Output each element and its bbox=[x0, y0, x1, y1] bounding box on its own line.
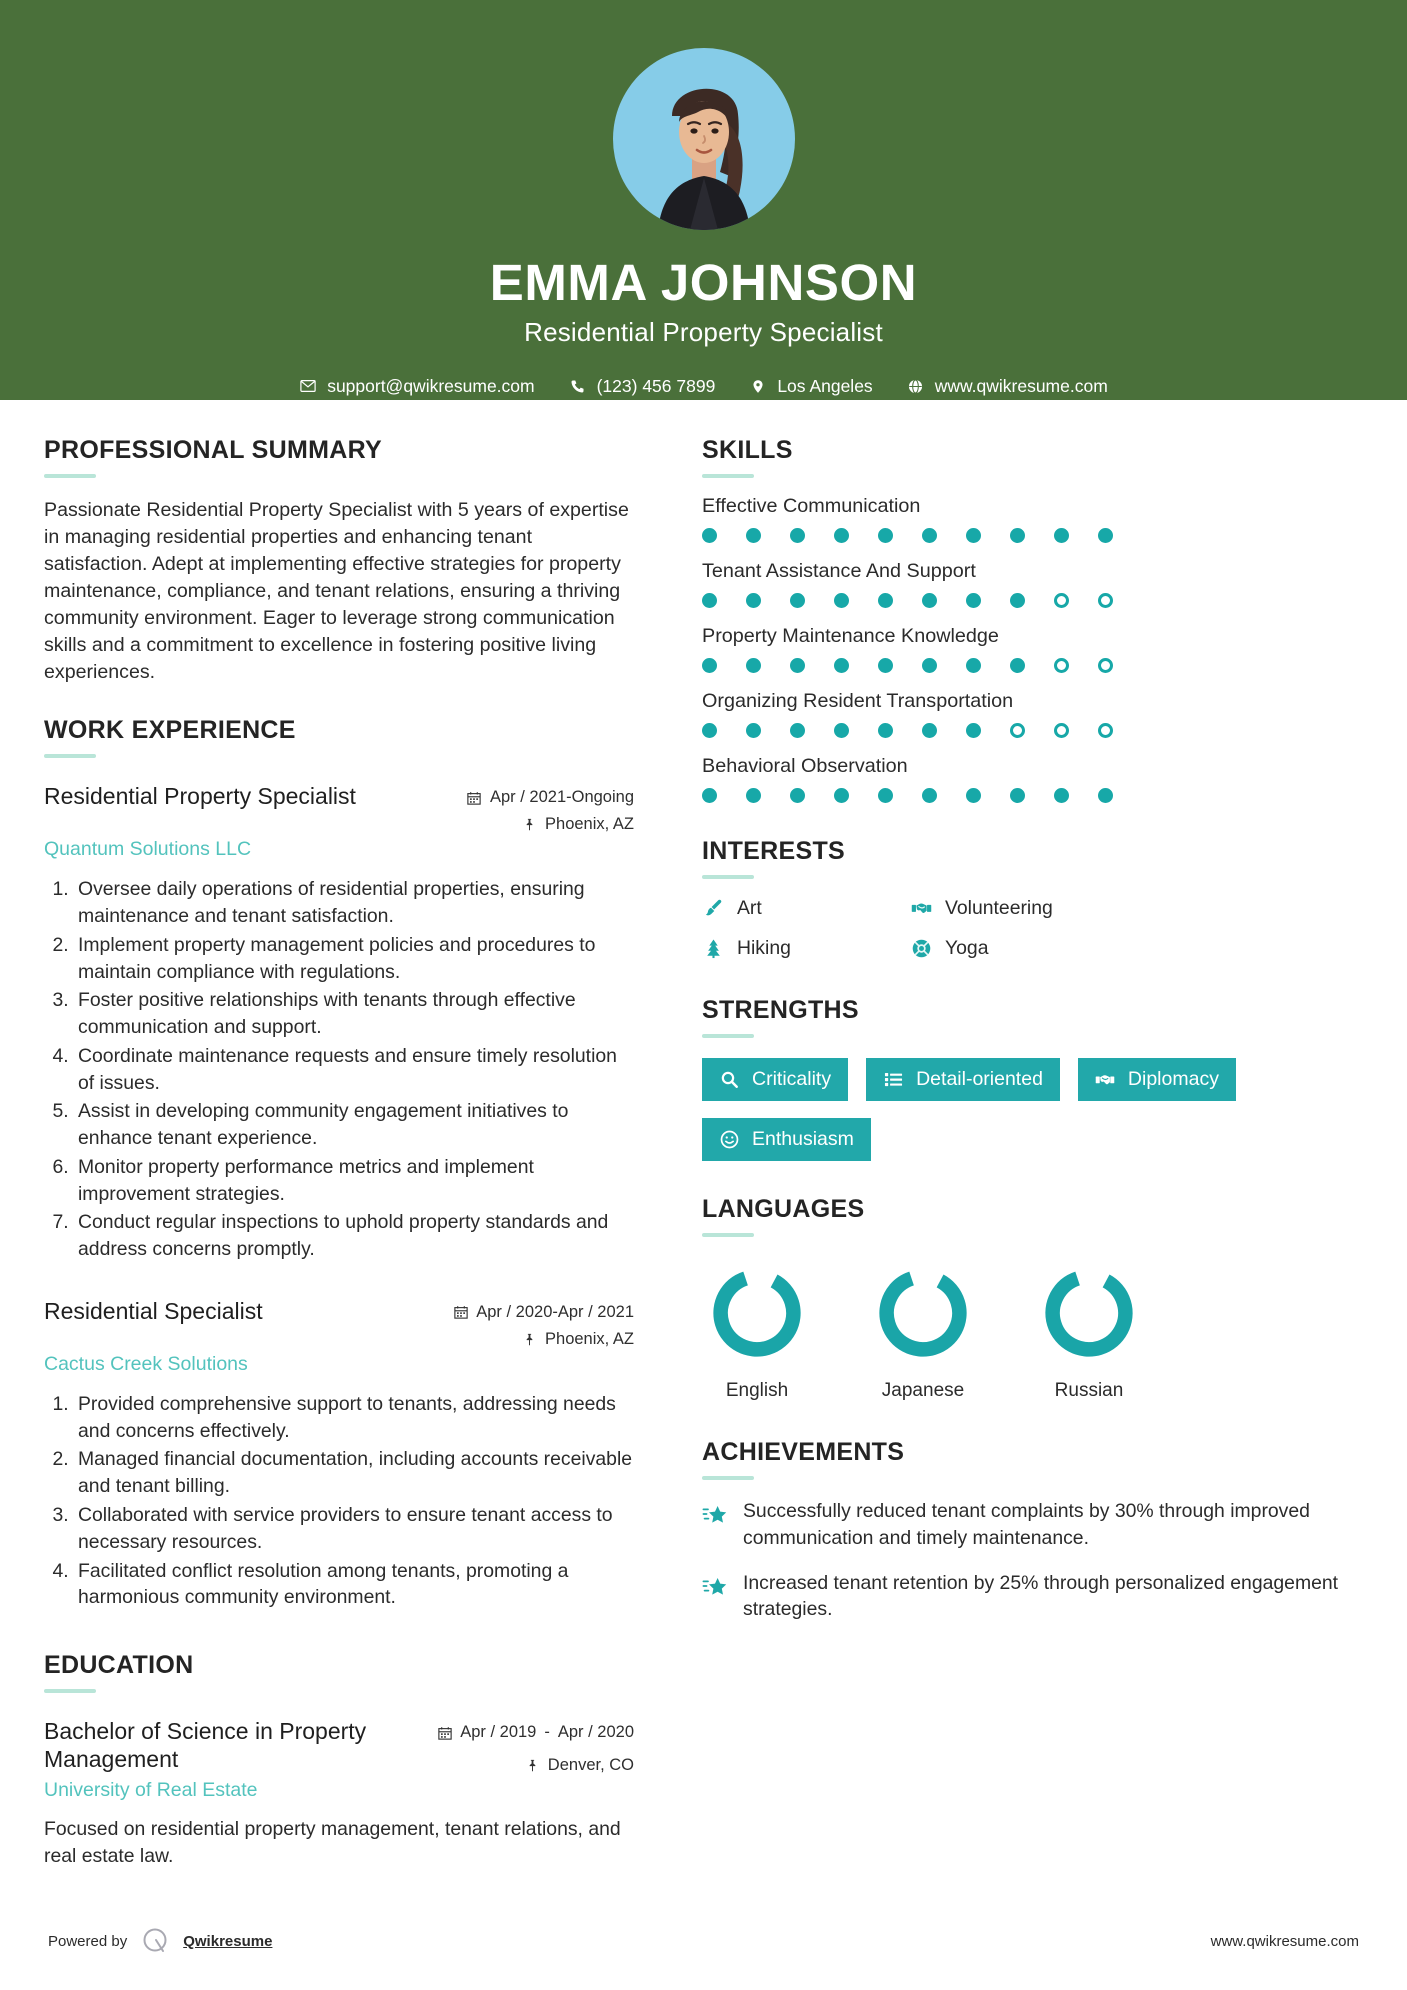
work-entry-head bbox=[44, 782, 634, 834]
skill-dot-filled bbox=[834, 528, 849, 543]
education-start: Apr / 2019 bbox=[460, 1723, 537, 1742]
globe-icon bbox=[907, 378, 924, 395]
skill-dot-slot bbox=[1054, 788, 1098, 803]
resume-header bbox=[0, 0, 1407, 400]
skill-dot-filled bbox=[790, 593, 805, 608]
job-bullet: 6. Monitor property performance metrics and implement improvement strategies. bbox=[74, 1154, 634, 1208]
skill-dot-slot bbox=[1098, 723, 1142, 738]
left-column bbox=[44, 436, 662, 1870]
skill-dot-filled bbox=[702, 528, 717, 543]
list-icon bbox=[883, 1069, 904, 1090]
job-dates-line bbox=[453, 1303, 634, 1322]
skill-dot-filled bbox=[746, 528, 761, 543]
strength-label: Enthusiasm bbox=[752, 1127, 854, 1150]
skill-dot-slot bbox=[790, 788, 834, 803]
job-bullet: 1. Provided comprehensive support to tenants, addressing needs and concerns effectively. bbox=[74, 1391, 634, 1445]
skill-dot-slot bbox=[702, 658, 746, 673]
skill-dot-filled bbox=[922, 723, 937, 738]
job-bullet: 5. Assist in developing community engagement initiatives to enhance tenant experience. bbox=[74, 1098, 634, 1152]
achievement-item bbox=[702, 1498, 1362, 1552]
right-column bbox=[662, 436, 1362, 1870]
skill-rating bbox=[702, 658, 1362, 673]
education-meta bbox=[437, 1717, 634, 1775]
map-pin-icon bbox=[525, 1758, 540, 1773]
skill-dot-slot bbox=[966, 788, 1010, 803]
skill-dot-filled bbox=[790, 788, 805, 803]
skill-dot-filled bbox=[746, 593, 761, 608]
skill-item bbox=[702, 690, 1362, 738]
skill-dot-slot bbox=[1010, 593, 1054, 608]
contact-email[interactable] bbox=[282, 376, 551, 397]
school-name: University of Real Estate bbox=[44, 1779, 258, 1802]
job-location: Phoenix, AZ bbox=[545, 815, 634, 834]
skill-dot-filled bbox=[702, 723, 717, 738]
job-dates: Apr / 2020-Apr / 2021 bbox=[476, 1302, 634, 1321]
skill-dot-empty bbox=[1098, 658, 1113, 673]
skill-dot-filled bbox=[790, 658, 805, 673]
language-donut bbox=[707, 1263, 807, 1363]
strength-badge-detail-oriented bbox=[866, 1058, 1060, 1101]
handshake-icon bbox=[1095, 1069, 1116, 1090]
skill-dot-filled bbox=[702, 658, 717, 673]
section-languages bbox=[702, 1195, 1362, 1402]
skill-dot-slot bbox=[790, 658, 834, 673]
calendar-icon bbox=[467, 790, 482, 805]
handshake-icon bbox=[910, 897, 933, 920]
skill-dot-slot bbox=[834, 593, 878, 608]
skill-dot-slot bbox=[746, 723, 790, 738]
skill-dot-slot bbox=[1054, 528, 1098, 543]
smiley-icon bbox=[719, 1129, 740, 1150]
interest-label: Volunteering bbox=[945, 897, 1053, 919]
skill-dot-empty bbox=[1010, 723, 1025, 738]
section-education bbox=[44, 1651, 634, 1870]
achievements-heading: ACHIEVEMENTS bbox=[702, 1438, 905, 1466]
achievement-item bbox=[702, 1570, 1362, 1624]
skill-dot-slot bbox=[746, 593, 790, 608]
envelope-icon bbox=[299, 378, 316, 395]
skill-dot-filled bbox=[790, 723, 805, 738]
work-entry bbox=[44, 1297, 634, 1611]
skill-dot-slot bbox=[746, 528, 790, 543]
skill-dot-slot bbox=[922, 723, 966, 738]
skill-dot-slot bbox=[834, 723, 878, 738]
job-bullet: 4. Coordinate maintenance requests and ensure timely resolution of issues. bbox=[74, 1043, 634, 1097]
skill-dot-filled bbox=[966, 593, 981, 608]
interest-item bbox=[702, 897, 910, 920]
skill-dot-slot bbox=[966, 658, 1010, 673]
skill-dot-filled bbox=[1010, 528, 1025, 543]
section-rule bbox=[44, 754, 96, 758]
skill-dot-slot bbox=[878, 723, 922, 738]
skill-dot-slot bbox=[922, 658, 966, 673]
skill-item bbox=[702, 755, 1362, 803]
job-bullet: 2. Implement property management policies and procedures to maintain compliance with regulations. bbox=[74, 932, 634, 986]
section-rule bbox=[44, 474, 96, 478]
skill-dot-slot bbox=[1010, 528, 1054, 543]
phone-icon bbox=[569, 378, 586, 395]
strength-label: Criticality bbox=[752, 1067, 832, 1090]
job-dates: Apr / 2021-Ongoing bbox=[489, 788, 634, 807]
job-bullet: 7. Conduct regular inspections to uphold property standards and address concerns promptly. bbox=[74, 1209, 634, 1263]
skill-dot-slot bbox=[966, 593, 1010, 608]
skill-dot-slot bbox=[834, 528, 878, 543]
skills-heading: SKILLS bbox=[702, 436, 793, 464]
calendar-icon bbox=[437, 1725, 452, 1740]
skill-dot-slot bbox=[746, 658, 790, 673]
skill-dot-slot bbox=[790, 723, 834, 738]
skill-dot-empty bbox=[1054, 593, 1069, 608]
skill-dot-slot bbox=[922, 788, 966, 803]
skill-dot-filled bbox=[1010, 788, 1025, 803]
job-title: Residential Property Specialist bbox=[44, 783, 356, 810]
skill-name: Behavioral Observation bbox=[702, 755, 908, 777]
skill-item bbox=[702, 560, 1362, 608]
skill-dot-filled bbox=[746, 723, 761, 738]
skill-dot-filled bbox=[878, 593, 893, 608]
skill-dot-slot bbox=[790, 528, 834, 543]
language-item bbox=[1034, 1263, 1144, 1402]
resume-footer bbox=[0, 1926, 1407, 1956]
skill-dot-filled bbox=[834, 658, 849, 673]
work-heading: WORK EXPERIENCE bbox=[44, 716, 296, 745]
skill-dot-slot bbox=[966, 723, 1010, 738]
job-title: Residential Specialist bbox=[44, 1297, 263, 1324]
skill-dot-slot bbox=[922, 528, 966, 543]
summary-heading: PROFESSIONAL SUMMARY bbox=[44, 436, 382, 464]
skill-dot-slot bbox=[746, 788, 790, 803]
job-org: Quantum Solutions LLC bbox=[44, 838, 252, 861]
achievement-text: Increased tenant retention by 25% through personalized engagement strategies. bbox=[743, 1571, 1339, 1621]
resume-body bbox=[0, 400, 1407, 1870]
skill-dot-filled bbox=[922, 658, 937, 673]
strength-badge-diplomacy bbox=[1078, 1058, 1236, 1101]
education-entry bbox=[44, 1717, 634, 1870]
skill-dot-slot bbox=[878, 658, 922, 673]
language-label: Russian bbox=[1054, 1380, 1124, 1401]
job-bullets bbox=[44, 1391, 634, 1611]
skill-dot-slot bbox=[1098, 658, 1142, 673]
skill-dot-filled bbox=[966, 658, 981, 673]
job-dates-line bbox=[467, 788, 634, 807]
job-location-line bbox=[467, 815, 634, 834]
contact-email-text: support@qwikresume.com bbox=[327, 375, 535, 396]
contact-row bbox=[282, 376, 1125, 397]
contact-phone-text: (123) 456 7899 bbox=[596, 375, 716, 396]
skill-dot-filled bbox=[1098, 788, 1113, 803]
job-location-line bbox=[453, 1330, 634, 1349]
education-date-dash: - bbox=[544, 1723, 550, 1742]
qwikresume-logo-icon bbox=[140, 1926, 170, 1956]
map-pin-icon bbox=[522, 1332, 537, 1347]
skill-dot-empty bbox=[1054, 723, 1069, 738]
education-description: Focused on residential property management, tenant relations, and real estate law. bbox=[44, 1818, 621, 1867]
skill-dot-slot bbox=[966, 528, 1010, 543]
qwikresume-link[interactable]: Qwikresume bbox=[183, 1932, 273, 1950]
skill-dot-filled bbox=[746, 788, 761, 803]
job-bullet: 1. Oversee daily operations of residential properties, ensuring maintenance and tenant satisfaction. bbox=[74, 876, 634, 930]
skill-dot-slot bbox=[834, 658, 878, 673]
skill-dot-filled bbox=[1054, 528, 1069, 543]
section-achievements bbox=[702, 1438, 1362, 1623]
skill-dot-filled bbox=[834, 788, 849, 803]
job-meta bbox=[467, 782, 634, 834]
skill-dot-slot bbox=[878, 593, 922, 608]
education-heading: EDUCATION bbox=[44, 1651, 194, 1680]
skill-dot-filled bbox=[922, 528, 937, 543]
skill-dot-slot bbox=[922, 593, 966, 608]
contact-website-text: www.qwikresume.com bbox=[934, 375, 1108, 396]
summary-text: Passionate Residential Property Specialist with 5 years of expertise in managing residential properties and enhancing tenant satisfaction. Adept at implementing effective strategies for property maintenance, compliance, and tenant relations, ensuring a thriving community environment. Eager to leverage strong communication skills and a commitment to excellence in fostering positive living experiences. bbox=[44, 499, 629, 684]
strength-label: Diplomacy bbox=[1127, 1067, 1219, 1090]
skill-dot-filled bbox=[1054, 788, 1069, 803]
skill-dot-empty bbox=[1098, 593, 1113, 608]
contact-phone[interactable] bbox=[552, 376, 733, 397]
star-shine-icon bbox=[702, 1574, 728, 1600]
skill-dot-slot bbox=[1098, 593, 1142, 608]
powered-by-label: Powered by bbox=[48, 1932, 128, 1950]
skill-dot-slot bbox=[878, 788, 922, 803]
section-rule bbox=[44, 1689, 96, 1693]
skill-dot-slot bbox=[1098, 528, 1142, 543]
section-rule bbox=[702, 875, 754, 879]
language-item bbox=[868, 1263, 978, 1402]
skill-rating bbox=[702, 788, 1362, 803]
job-location: Phoenix, AZ bbox=[545, 1329, 634, 1348]
education-end: Apr / 2020 bbox=[557, 1723, 634, 1742]
work-entry-head bbox=[44, 1297, 634, 1349]
job-meta bbox=[453, 1297, 634, 1349]
skill-dot-filled bbox=[790, 528, 805, 543]
skill-name: Tenant Assistance And Support bbox=[702, 560, 976, 582]
avatar bbox=[613, 48, 795, 230]
skill-dot-filled bbox=[966, 788, 981, 803]
skill-item bbox=[702, 625, 1362, 673]
skill-dot-slot bbox=[878, 528, 922, 543]
degree-title: Bachelor of Science in Property Management bbox=[44, 1718, 367, 1773]
interest-item bbox=[910, 937, 1362, 960]
section-rule bbox=[702, 474, 754, 478]
skill-dot-slot bbox=[702, 593, 746, 608]
interests-grid bbox=[702, 897, 1362, 960]
job-org: Cactus Creek Solutions bbox=[44, 1352, 248, 1375]
skill-dot-filled bbox=[878, 723, 893, 738]
skill-dot-slot bbox=[702, 528, 746, 543]
education-date-range bbox=[460, 1723, 634, 1742]
languages-heading: LANGUAGES bbox=[702, 1195, 865, 1223]
tree-icon bbox=[702, 937, 725, 960]
skill-rating bbox=[702, 723, 1362, 738]
skill-dot-filled bbox=[1010, 658, 1025, 673]
strength-label: Detail-oriented bbox=[916, 1067, 1043, 1090]
skill-dot-slot bbox=[790, 593, 834, 608]
work-entry bbox=[44, 782, 634, 1263]
language-donut bbox=[873, 1263, 973, 1363]
interest-item bbox=[910, 897, 1362, 920]
job-bullet: 3. Foster positive relationships with tenants through effective communication and support. bbox=[74, 987, 634, 1041]
contact-location bbox=[732, 376, 889, 397]
skill-dot-slot bbox=[1010, 723, 1054, 738]
skill-name: Property Maintenance Knowledge bbox=[702, 625, 999, 647]
map-pin-icon bbox=[522, 817, 537, 832]
skill-dot-filled bbox=[966, 528, 981, 543]
avatar-photo bbox=[646, 64, 762, 230]
skill-dot-slot bbox=[1010, 788, 1054, 803]
skill-dot-filled bbox=[878, 528, 893, 543]
language-label: Japanese bbox=[881, 1380, 965, 1401]
skill-rating bbox=[702, 528, 1362, 543]
skill-dot-slot bbox=[1054, 593, 1098, 608]
section-rule bbox=[702, 1233, 754, 1237]
education-location: Denver, CO bbox=[547, 1756, 634, 1775]
skill-dot-filled bbox=[878, 788, 893, 803]
section-professional-summary bbox=[44, 436, 634, 686]
skill-dot-filled bbox=[966, 723, 981, 738]
achievement-text: Successfully reduced tenant complaints by 30% through improved communication and timely maintenance. bbox=[743, 1500, 1310, 1549]
skill-item bbox=[702, 495, 1362, 543]
paintbrush-icon bbox=[702, 897, 725, 920]
section-interests bbox=[702, 837, 1362, 960]
star-shine-icon bbox=[702, 1502, 728, 1528]
skill-dot-empty bbox=[1098, 723, 1113, 738]
education-location-line bbox=[437, 1756, 634, 1775]
strengths-heading: STRENGTHS bbox=[702, 996, 859, 1024]
interest-label: Yoga bbox=[945, 937, 989, 959]
strength-badge-enthusiasm bbox=[702, 1118, 871, 1161]
job-bullet: 3. Collaborated with service providers to ensure tenant access to necessary resources. bbox=[74, 1502, 634, 1556]
skill-dot-filled bbox=[702, 593, 717, 608]
skill-dot-filled bbox=[922, 788, 937, 803]
strength-badge-criticality bbox=[702, 1058, 848, 1101]
skill-dot-slot bbox=[702, 723, 746, 738]
section-rule bbox=[702, 1476, 754, 1480]
job-bullet: 2. Managed financial documentation, including accounts receivable and tenant billing. bbox=[74, 1446, 634, 1500]
candidate-name: EMMA JOHNSON bbox=[489, 254, 918, 311]
skill-rating bbox=[702, 593, 1362, 608]
section-rule bbox=[702, 1034, 754, 1038]
language-item bbox=[702, 1263, 812, 1402]
skill-dot-filled bbox=[702, 788, 717, 803]
language-label: English bbox=[725, 1380, 789, 1401]
skill-dot-filled bbox=[1098, 528, 1113, 543]
skill-dot-filled bbox=[834, 723, 849, 738]
skill-dot-filled bbox=[878, 658, 893, 673]
section-strengths bbox=[702, 996, 1362, 1161]
lifebuoy-icon bbox=[910, 937, 933, 960]
interests-heading: INTERESTS bbox=[702, 837, 845, 865]
languages-list bbox=[702, 1263, 1362, 1402]
strengths-list bbox=[702, 1058, 1362, 1161]
contact-location-text: Los Angeles bbox=[777, 375, 873, 396]
interest-label: Art bbox=[737, 897, 762, 919]
skill-dot-filled bbox=[746, 658, 761, 673]
skill-dot-slot bbox=[1054, 658, 1098, 673]
skill-dot-filled bbox=[922, 593, 937, 608]
education-entry-head bbox=[44, 1717, 634, 1775]
section-skills bbox=[702, 436, 1362, 803]
skill-dot-filled bbox=[1010, 593, 1025, 608]
job-bullet: 4. Facilitated conflict resolution among tenants, promoting a harmonious community environment. bbox=[74, 1558, 634, 1612]
skill-dot-slot bbox=[834, 788, 878, 803]
skill-name: Effective Communication bbox=[702, 495, 921, 517]
section-work-experience bbox=[44, 716, 634, 1611]
skill-dot-slot bbox=[1098, 788, 1142, 803]
skill-name: Organizing Resident Transportation bbox=[702, 690, 1014, 712]
powered-by-block bbox=[48, 1926, 272, 1956]
language-donut bbox=[1039, 1263, 1139, 1363]
skill-dot-slot bbox=[702, 788, 746, 803]
interest-item bbox=[702, 937, 910, 960]
contact-website[interactable] bbox=[890, 376, 1125, 397]
skill-dot-slot bbox=[1010, 658, 1054, 673]
job-bullets bbox=[44, 876, 634, 1263]
skill-dot-slot bbox=[1054, 723, 1098, 738]
interest-label: Hiking bbox=[737, 937, 791, 959]
calendar-icon bbox=[453, 1305, 468, 1320]
candidate-role: Residential Property Specialist bbox=[524, 316, 883, 347]
footer-url[interactable]: www.qwikresume.com bbox=[1210, 1932, 1359, 1950]
magnifier-icon bbox=[719, 1069, 740, 1090]
location-pin-icon bbox=[749, 378, 766, 395]
skill-dot-empty bbox=[1054, 658, 1069, 673]
skill-dot-filled bbox=[834, 593, 849, 608]
education-dates-line bbox=[437, 1723, 634, 1742]
